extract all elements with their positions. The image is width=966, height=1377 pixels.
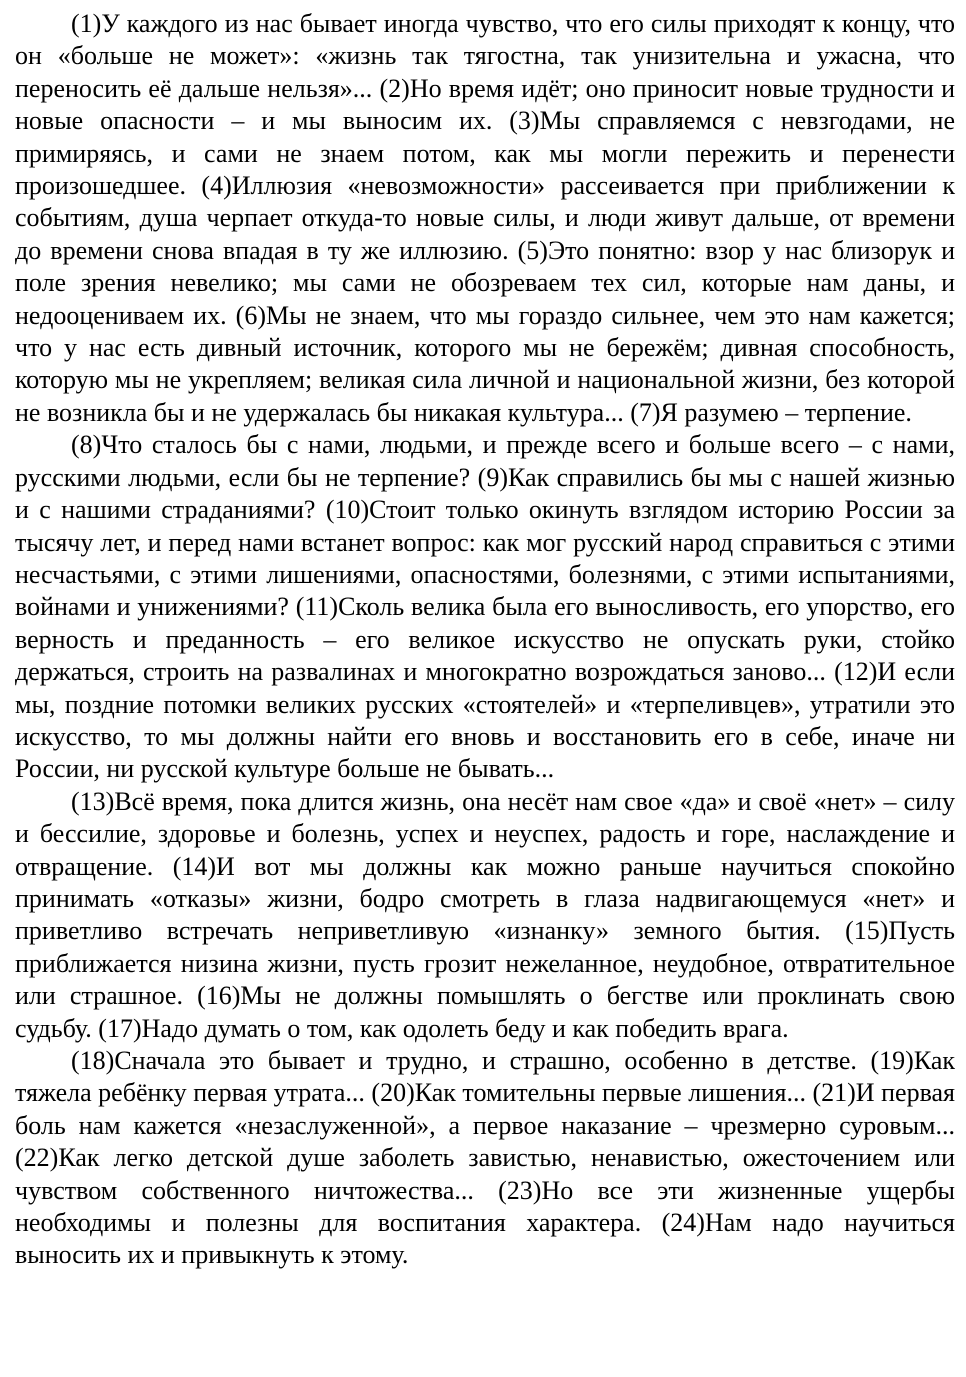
document-page (15, 8, 955, 1272)
paragraph-4: (18)Сначала это бывает и трудно, и страшно, особенно в детстве. (19)Как тяжела ребёнку первая утрата... (20)Как томительны первые лишения... (21)И первая боль нам кажется «незаслуженной», а первое наказание – чрезмерно суровым... (22)Как легко детской душе заболеть завистью, ненавистью, ожесточением или чувством собственного ничтожества... (23)Но все эти жизненные ущербы необходимы и полезны для воспитания характера. (24)Нам надо научиться выносить их и привыкнуть к этому. (15, 1046, 955, 1270)
paragraph-1: (1)У каждого из нас бывает иногда чувство, что его силы приходят к концу, что он «больше не может»: «жизнь так тягостна, так унизительна и ужасна, что переносить её дальше нельзя»... (2)Но время идёт; оно приносит новые трудности и новые опасности – и мы выносим их. (3)Мы справляемся с невзгодами, не примиряясь, и сами не знаем потом, как мы могли пережить и перенести произошедшее. (4)Иллюзия «невозможности» рассеивается при приближении к событиям, душа черпает откуда-то новые силы, и люди живут дальше, от времени до времени снова впадая в ту же иллюзию. (5)Это понятно: взор у нас близорук и поле зрения невелико; мы сами не обозреваем тех сил, которые нам даны, и недооцениваем их. (6)Мы не знаем, что мы гораздо сильнее, чем это нам кажется; что у нас есть дивный источник, которого мы не бережём; дивная способность, которую мы не укрепляем; великая сила личной и национальной жизни, без которой не возникла бы и не удержалась бы никакая культура... (7)Я разумею – терпение. (15, 9, 955, 427)
paragraph-3: (13)Всё время, пока длится жизнь, она несёт нам свое «да» и своё «нет» – силу и бессилие, здоровье и болезнь, успех и неуспех, радость и горе, наслаждение и отвращение. (14)И вот мы должны как можно раньше научиться спокойно принимать «отказы» жизни, бодро смотреть в глаза надвигающемуся «нет» и приветливо встречать неприветливую «изнанку» земного бытия. (15)Пусть приближается низина жизни, пусть грозит нежеланное, неудобное, отвратительное или страшное. (16)Мы не должны помышлять о бегстве или проклинать свою судьбу. (17)Надо думать о том, как одолеть беду и как победить врага. (15, 786, 955, 1043)
paragraph-2: (8)Что сталось бы с нами, людьми, и прежде всего и больше всего – с нами, русскими людьми, если бы не терпение? (9)Как справились бы мы с нашей жизнью и с нашими страданиями? (10)Стоит только окинуть взглядом историю России за тысячу лет, и перед нами встанет вопрос: как мог русский народ справиться с этими несчастьями, с этими лишениями, опасностями, болезнями, с этими испытаниями, войнами и унижениями? (11)Сколь велика была его выносливость, его упорство, его верность и преданность – его великое искусство не опускать руки, стойко держаться, строить на развалинах и многократно возрождаться заново... (12)И если мы, поздние потомки великих русских «стоятелей» и «терпеливцев», утратили это искусство, то мы должны найти его вновь и восстановить его в себе, иначе ни России, ни русской культуре больше не бывать... (15, 430, 955, 784)
